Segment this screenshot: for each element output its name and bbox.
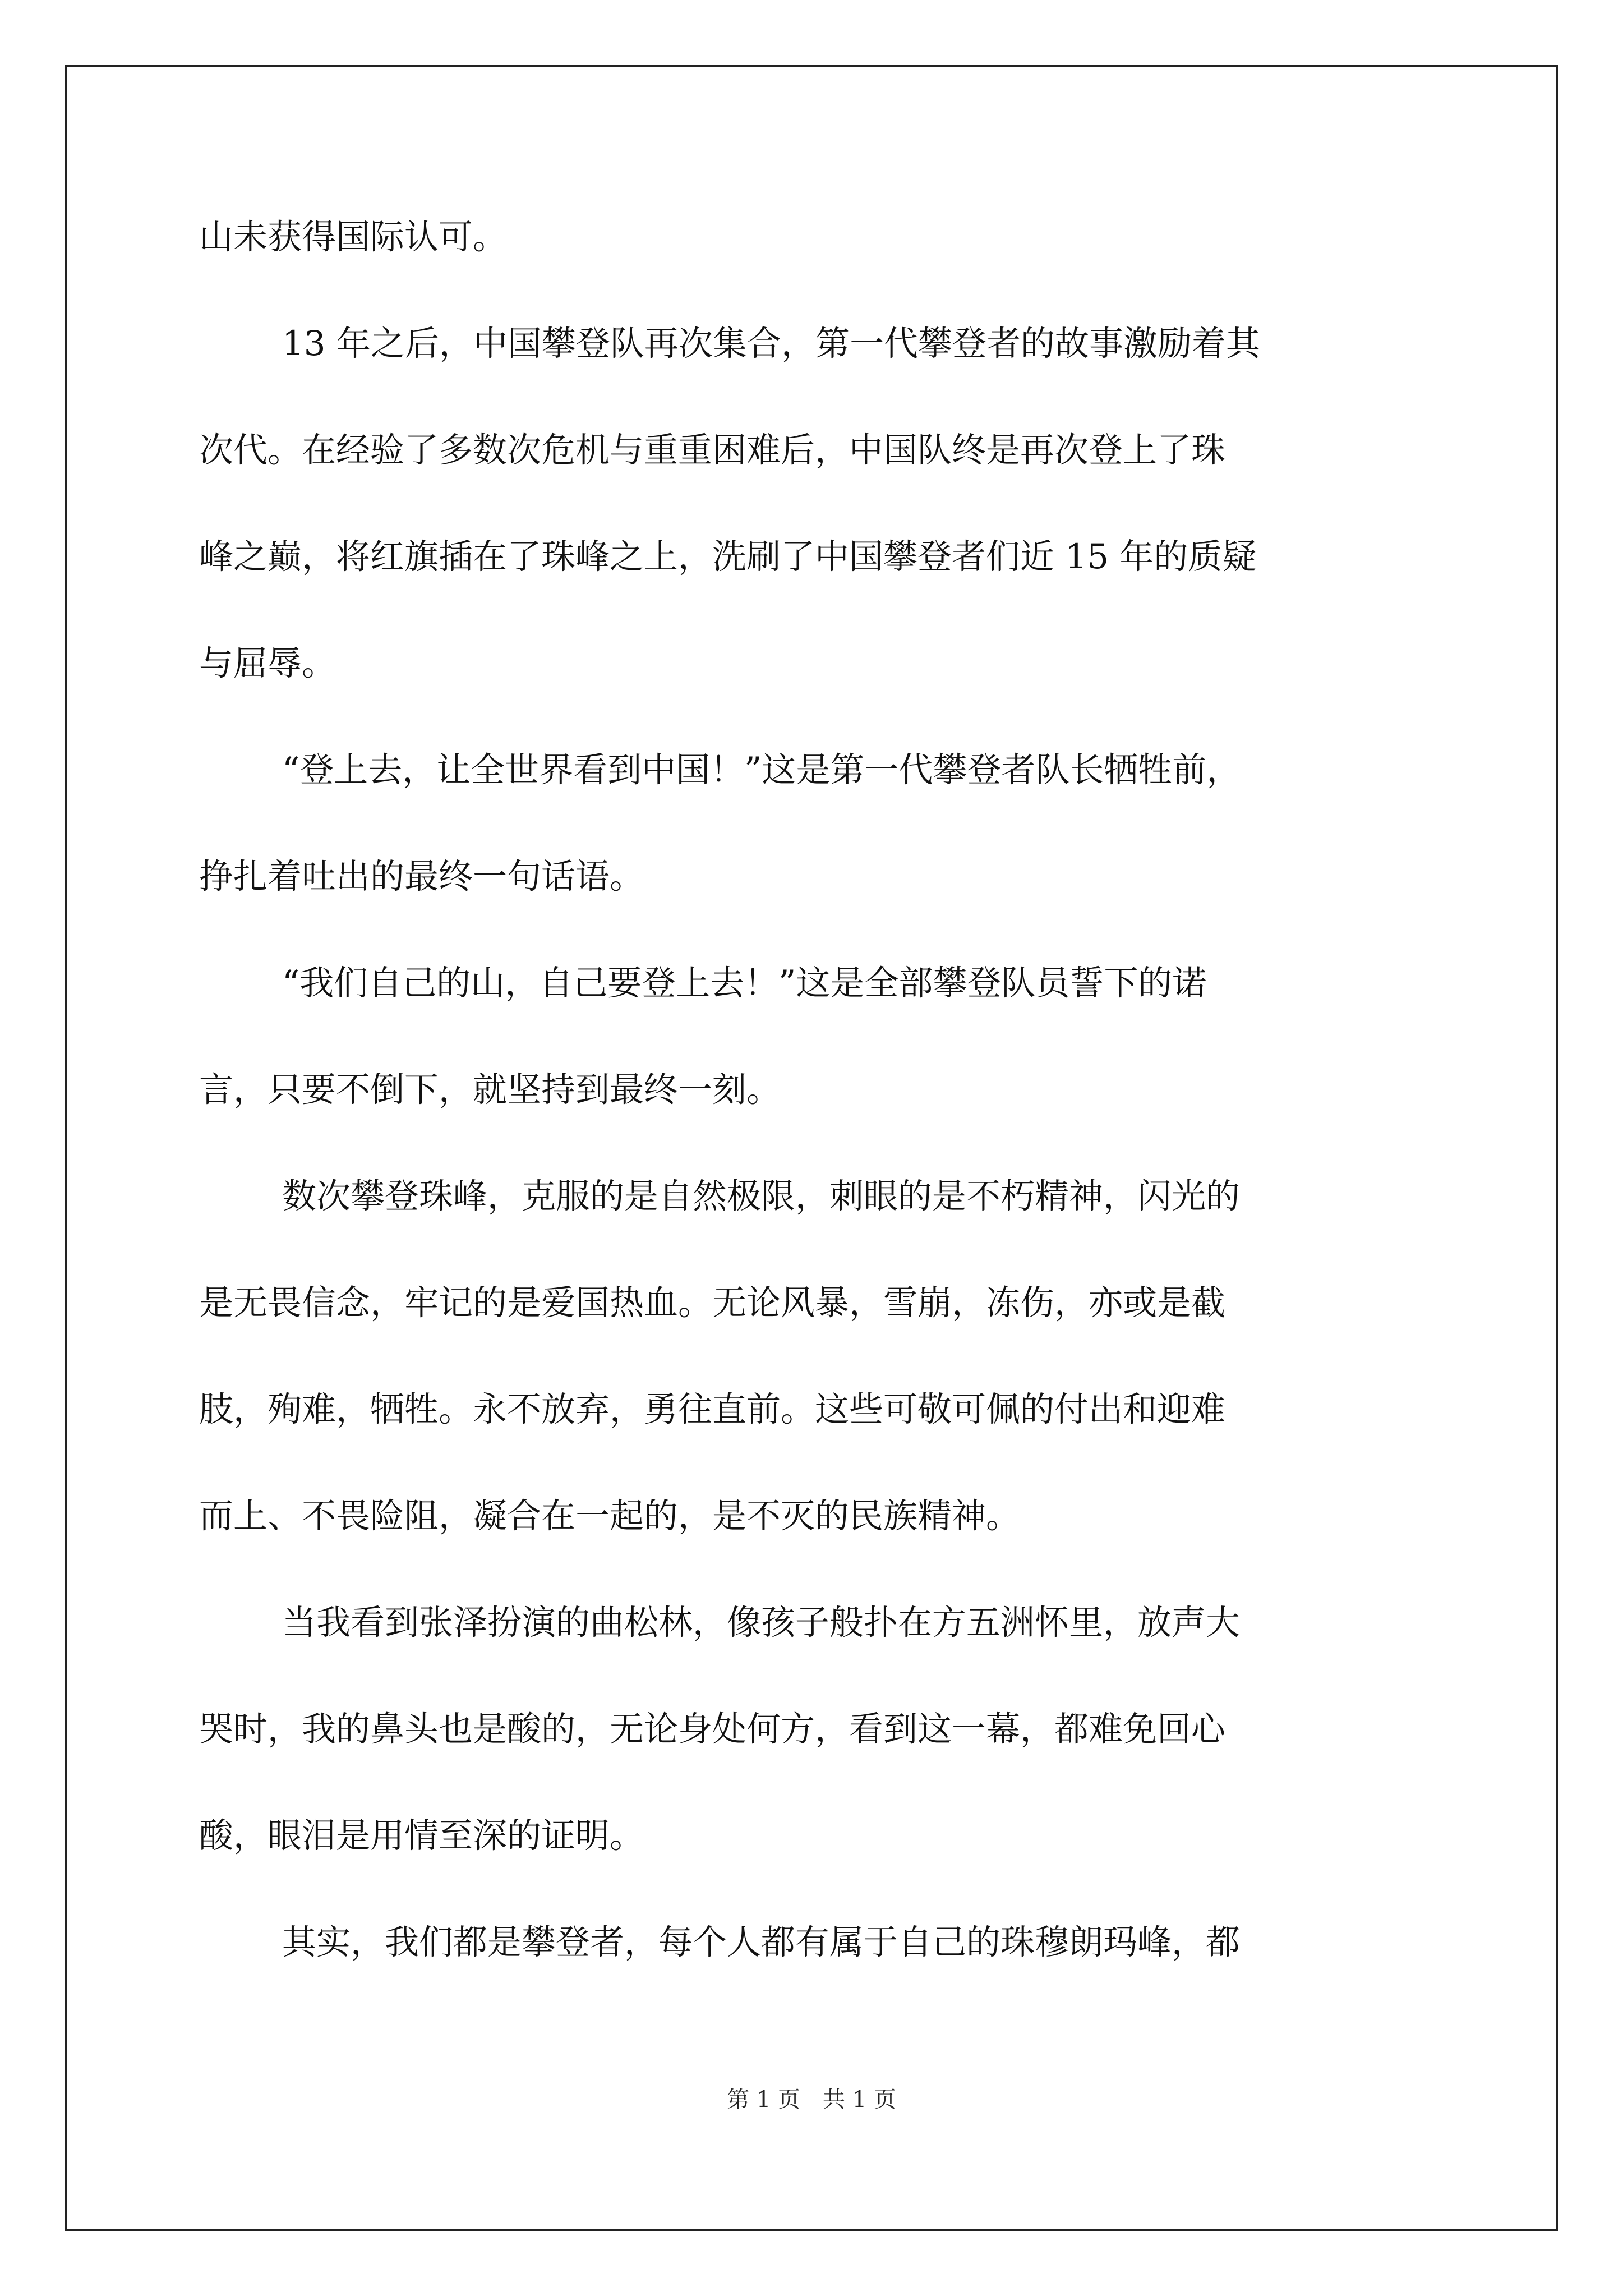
text-line-13: 而上、不畏险阻，凝合在一起的，是不灭的民族精神。	[199, 1496, 1021, 1536]
text-line-8: “我们自己的山，自己要登上去！”这是全部攀登队员誓下的诺	[282, 963, 1207, 1003]
text-line-12: 肢，殉难，牺牲。永不放弃，勇往直前。这些可敬可佩的付出和迎难	[199, 1389, 1226, 1429]
text-line-4: 峰之巅，将红旗插在了珠峰之上，洗刷了中国攀登者们近 15 年的质疑	[199, 537, 1257, 577]
text-line-15: 哭时，我的鼻头也是酸的，无论身处何方，看到这一幕，都难免回心	[199, 1709, 1226, 1749]
page-border	[65, 65, 1558, 2231]
text-line-3: 次代。在经验了多数次危机与重重困难后，中国队终是再次登上了珠	[199, 430, 1226, 470]
text-line-11: 是无畏信念，牢记的是爱国热血。无论风暴，雪崩，冻伤，亦或是截	[199, 1283, 1226, 1323]
text-line-10: 数次攀登珠峰，克服的是自然极限，刺眼的是不朽精神，闪光的	[282, 1176, 1241, 1216]
text-line-16: 酸，眼泪是用情至深的证明。	[199, 1816, 644, 1856]
text-line-6: “登上去，让全世界看到中国！”这是第一代攀登者队长牺牲前，	[282, 750, 1241, 790]
text-line-9: 言，只要不倒下，就坚持到最终一刻。	[199, 1070, 781, 1110]
text-line-1: 山未获得国际认可。	[199, 217, 508, 257]
text-line-7: 挣扎着吐出的最终一句话语。	[199, 857, 644, 896]
text-line-17: 其实，我们都是攀登者，每个人都有属于自己的珠穆朗玛峰，都	[282, 1922, 1241, 1962]
text-line-2: 13 年之后，中国攀登队再次集合，第一代攀登者的故事激励着其	[282, 324, 1261, 364]
text-line-14: 当我看到张泽扮演的曲松林，像孩子般扑在方五洲怀里，放声大	[282, 1603, 1241, 1642]
page-number-footer: 第 1 页 共 1 页	[727, 2087, 896, 2113]
text-line-5: 与屈辱。	[199, 643, 336, 683]
